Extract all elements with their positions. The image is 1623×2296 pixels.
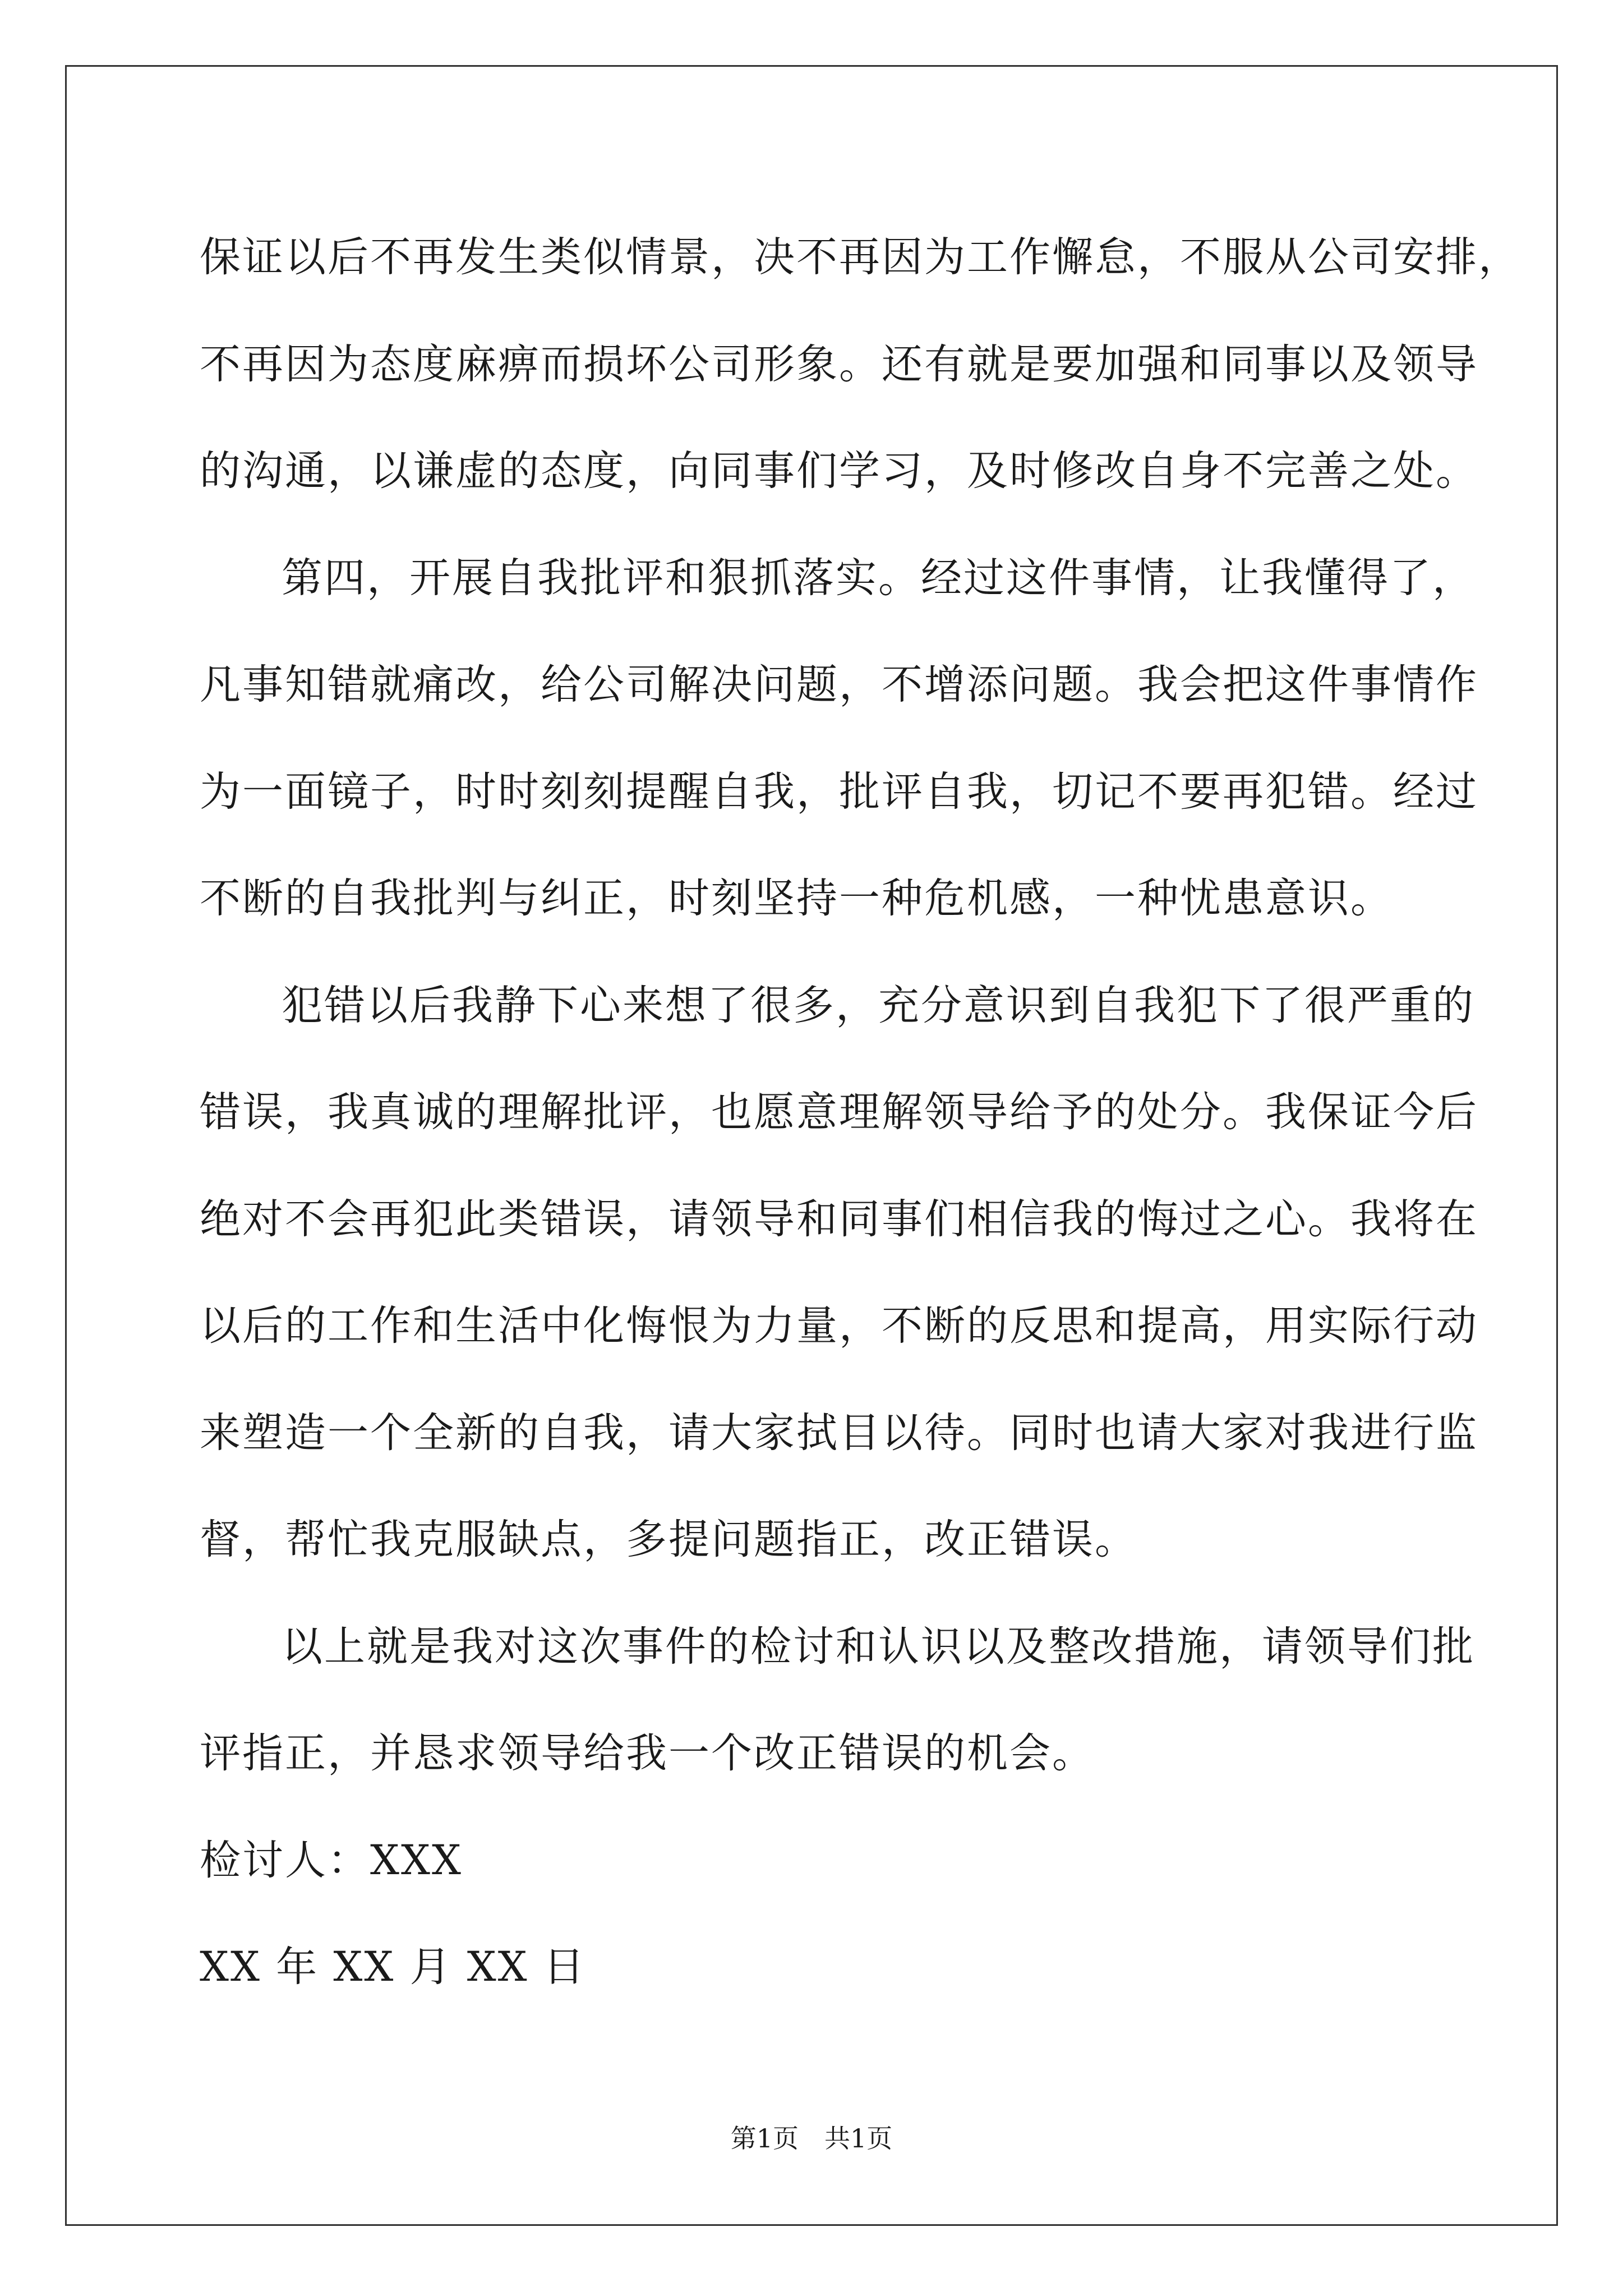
text-line: 错误，我真诚的理解批评，也愿意理解领导给予的处分。我保证今后 bbox=[200, 1088, 1478, 1136]
paragraph-3 bbox=[200, 953, 1478, 1594]
page-number: 第1页 bbox=[730, 2123, 799, 2154]
text-line: 以后的工作和生活中化悔恨为力量，不断的反思和提高，用实际行动 bbox=[200, 1302, 1478, 1350]
text-line: 凡事知错就痛改，给公司解决问题，不增添问题。我会把这件事情作 bbox=[200, 661, 1478, 708]
text-line: 第四，开展自我批评和狠抓落实。经过这件事情，让我懂得了， bbox=[282, 554, 1475, 602]
text-line: 督，帮忙我克服缺点，多提问题指正，改正错误。 bbox=[200, 1516, 1137, 1563]
paragraph-2 bbox=[200, 525, 1478, 953]
text-line: 保证以后不再发生类似情景，决不再因为工作懈怠，不服从公司安排， bbox=[200, 233, 1521, 281]
paragraph-4 bbox=[200, 1594, 1475, 1807]
page-footer bbox=[0, 2122, 1623, 2155]
text-line: 不再因为态度麻痹而损坏公司形象。还有就是要加强和同事以及领导 bbox=[200, 340, 1478, 388]
text-line: 绝对不会再犯此类错误，请领导和同事们相信我的悔过之心。我将在 bbox=[200, 1195, 1478, 1243]
text-line: 来塑造一个全新的自我，请大家拭目以待。同时也请大家对我进行监 bbox=[200, 1409, 1478, 1457]
text-line: 的沟通，以谦虚的态度，向同事们学习，及时修改自身不完善之处。 bbox=[200, 447, 1478, 495]
author-line: 检讨人：XXX bbox=[200, 1836, 463, 1884]
date-line: XX 年 XX 月 XX 日 bbox=[200, 1943, 586, 1991]
page-total: 共1页 bbox=[824, 2123, 893, 2154]
signature-date bbox=[200, 1914, 1433, 2021]
signature-author bbox=[200, 1807, 1433, 1915]
text-line: 为一面镜子，时时刻刻提醒自我，批评自我，切记不要再犯错。经过 bbox=[200, 767, 1478, 816]
text-line: 犯错以后我静下心来想了很多，充分意识到自我犯下了很严重的 bbox=[282, 981, 1475, 1029]
text-line: 不断的自我批判与纠正，时刻坚持一种危机感，一种忧患意识。 bbox=[200, 875, 1393, 922]
text-line: 以上就是我对这次事件的检讨和认识以及整改措施，请领导们批 bbox=[282, 1622, 1475, 1671]
paragraph-1 bbox=[200, 204, 1521, 525]
document-body bbox=[200, 204, 1521, 2021]
text-line: 评指正，并恳求领导给我一个改正错误的机会。 bbox=[200, 1729, 1095, 1777]
